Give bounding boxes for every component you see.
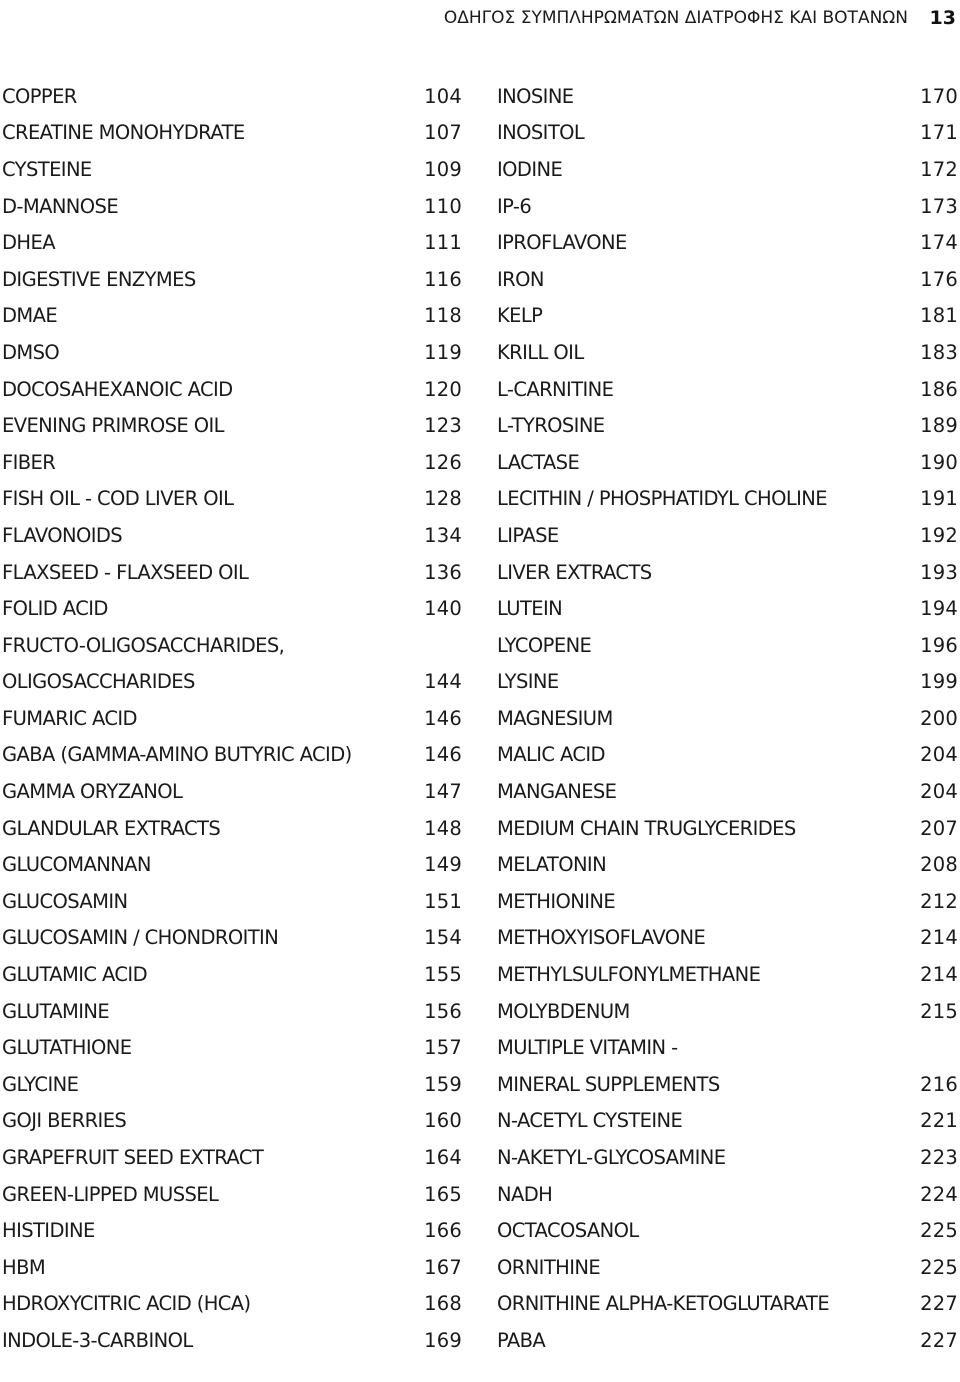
entry-page-number: 149 [424,853,462,877]
entry-name: MANGANESE [497,780,617,804]
entry-page-number: 148 [424,816,462,840]
entry-name: GLUTAMIC ACID [2,963,147,987]
entry-name: KELP [497,304,543,328]
entry-page-number: 196 [920,633,958,657]
index-entry [2,956,462,993]
index-entry [2,700,462,737]
entry-name: IPROFLAVONE [497,231,627,255]
entry-page-number: 225 [920,1219,958,1243]
entry-page-number: 214 [920,926,958,950]
index-entry [2,554,462,591]
entry-page-number: 171 [920,121,958,145]
entry-page-number: 146 [424,743,462,767]
index-entry [497,1286,958,1323]
entry-page-number: 107 [424,121,462,145]
entry-name: GLANDULAR EXTRACTS [2,816,221,840]
index-entry [497,1322,958,1359]
index-entry [2,590,462,627]
index-entry [2,883,462,920]
index-entry [497,590,958,627]
entry-name: FOLID ACID [2,597,108,621]
entry-name: HDROXYCITRIC ACID (HCA) [2,1292,251,1316]
entry-page-number: 119 [424,340,462,364]
index-entry [2,298,462,335]
entry-page-number: 146 [424,706,462,730]
entry-name: PABA [497,1328,546,1352]
entry-name: METHIONINE [497,889,616,913]
page-header [0,8,960,30]
entry-name: METHOXYISOFLAVONE [497,926,706,950]
index-entry [2,78,462,115]
entry-name: DIGESTIVE ENZYMES [2,267,196,291]
index-entry [2,371,462,408]
entry-page-number: 193 [920,560,958,584]
entry-name: COPPER [2,84,77,108]
entry-page-number: 140 [424,597,462,621]
entry-page-number: 176 [920,267,958,291]
entry-name: LECITHIN / PHOSPHATIDYL CHOLINE [497,487,827,511]
index-entry [497,1029,958,1066]
entry-name: CREATINE MONOHYDRATE [2,121,245,145]
index-column-right [497,78,958,1359]
entry-page-number: 227 [920,1328,958,1352]
entry-page-number: 147 [424,780,462,804]
entry-page-number: 221 [920,1109,958,1133]
entry-page-number: 190 [920,450,958,474]
entry-page-number: 204 [920,743,958,767]
index-entry [2,1249,462,1286]
entry-page-number: 183 [920,340,958,364]
entry-name: MEDIUM CHAIN TRUGLYCERIDES [497,816,796,840]
entry-name: CYSTEINE [2,157,92,181]
index-entry [497,700,958,737]
index-entry [497,115,958,152]
index-entry [2,810,462,847]
entry-page-number: 120 [424,377,462,401]
entry-page-number: 169 [424,1328,462,1352]
entry-name: HBM [2,1255,46,1279]
entry-name: MAGNESIUM [497,706,613,730]
index-entry [497,261,958,298]
entry-page-number: 215 [920,999,958,1023]
index-entry [497,407,958,444]
index-entry [2,773,462,810]
entry-page-number: 126 [424,450,462,474]
entry-page-number: 200 [920,706,958,730]
entry-page-number: 191 [920,487,958,511]
entry-name: KRILL OIL [497,340,584,364]
entry-name: FUMARIC ACID [2,706,137,730]
entry-name: GLUTAMINE [2,999,110,1023]
index-entry [497,627,958,664]
index-entry [497,773,958,810]
entry-name: DOCOSAHEXANOIC ACID [2,377,233,401]
index-entry [2,993,462,1030]
entry-page-number: 227 [920,1292,958,1316]
entry-page-number: 104 [424,84,462,108]
entry-name: LIPASE [497,523,559,547]
index-entry [2,115,462,152]
index-entry [2,1286,462,1323]
index-entry [497,1139,958,1176]
entry-page-number: 172 [920,157,958,181]
index-entry [497,334,958,371]
index-entry [2,737,462,774]
entry-name: GRAPEFRUIT SEED EXTRACT [2,1146,264,1170]
entry-page-number: 168 [424,1292,462,1316]
entry-name: ORNITHINE [497,1255,601,1279]
index-entry [2,1103,462,1140]
index-entry [497,883,958,920]
entry-name: INOSITOL [497,121,585,145]
index-entry [497,224,958,261]
entry-page-number: 170 [920,84,958,108]
entry-page-number: 154 [424,926,462,950]
entry-page-number: 144 [424,670,462,694]
entry-name: LACTASE [497,450,580,474]
page-number: 13 [929,7,956,29]
entry-page-number: 165 [424,1182,462,1206]
entry-name: FIBER [2,450,56,474]
entry-name: GLUTATHIONE [2,1036,132,1060]
index-entry [2,1176,462,1213]
entry-name: INDOLE-3-CARBINOL [2,1328,193,1352]
entry-page-number: 157 [424,1036,462,1060]
entry-name: OCTACOSANOL [497,1219,639,1243]
entry-name: LYCOPENE [497,633,592,657]
entry-page-number: 151 [424,889,462,913]
index-entry [497,993,958,1030]
entry-page-number: 204 [920,780,958,804]
entry-name: FISH OIL - COD LIVER OIL [2,487,234,511]
entry-page-number: 186 [920,377,958,401]
entry-page-number: 174 [920,231,958,255]
entry-page-number: 225 [920,1255,958,1279]
index-entry [2,664,462,701]
entry-name: MELATONIN [497,853,607,877]
index-entry [2,261,462,298]
index-entry [2,846,462,883]
entry-page-number: 208 [920,853,958,877]
entry-name: GABA (GAMMA-AMINO BUTYRIC ACID) [2,743,352,767]
index-entry [497,1176,958,1213]
entry-page-number: 155 [424,963,462,987]
entry-name: GAMMA ORYZANOL [2,780,183,804]
entry-page-number: 166 [424,1219,462,1243]
entry-page-number: 214 [920,963,958,987]
entry-name: ORNITHINE ALPHA-KETOGLUTARATE [497,1292,830,1316]
entry-name: MOLYBDENUM [497,999,630,1023]
entry-name: FRUCTO-OLIGOSACCHARIDES, [2,633,285,657]
entry-page-number: 160 [424,1109,462,1133]
index-entry [2,407,462,444]
index-entry [2,1066,462,1103]
index-entry [497,444,958,481]
entry-name: IODINE [497,157,563,181]
entry-page-number: 216 [920,1072,958,1096]
entry-page-number: 128 [424,487,462,511]
entry-name: GREEN-LIPPED MUSSEL [2,1182,219,1206]
index-entry [2,151,462,188]
index-entry [2,517,462,554]
index-entry [497,554,958,591]
entry-name: MULTIPLE VITAMIN - [497,1036,678,1060]
entry-name: DMSO [2,340,60,364]
entry-page-number: 109 [424,157,462,181]
entry-page-number: 116 [424,267,462,291]
index-entry [497,1212,958,1249]
entry-page-number: 110 [424,194,462,218]
index-entry [2,1212,462,1249]
entry-name: IP-6 [497,194,532,218]
entry-page-number: 134 [424,523,462,547]
entry-page-number: 111 [424,231,462,255]
entry-page-number: 164 [424,1146,462,1170]
entry-page-number: 192 [920,523,958,547]
entry-page-number: 207 [920,816,958,840]
index-entry [497,846,958,883]
index-entry [2,920,462,957]
index-entry [497,1103,958,1140]
index-entry [2,627,462,664]
index-entry [497,517,958,554]
entry-name: N-ACETYL CYSTEINE [497,1109,683,1133]
entry-name: GLUCOSAMIN / CHONDROITIN [2,926,279,950]
entry-name: GLUCOMANNAN [2,853,151,877]
entry-name: GLUCOSAMIN [2,889,128,913]
entry-page-number: 223 [920,1146,958,1170]
index-entry [497,371,958,408]
index-entry [497,737,958,774]
index-entry [2,1139,462,1176]
entry-name: NADH [497,1182,553,1206]
entry-name: INOSINE [497,84,574,108]
entry-name: MALIC ACID [497,743,605,767]
entry-name: IRON [497,267,544,291]
entry-name: GLYCINE [2,1072,79,1096]
entry-name: EVENING PRIMROSE OIL [2,414,224,438]
index-entry [2,1322,462,1359]
entry-name: HISTIDINE [2,1219,95,1243]
index-entry [497,1249,958,1286]
index-entry [2,188,462,225]
entry-page-number: 159 [424,1072,462,1096]
index-entry [2,1029,462,1066]
entry-page-number: 118 [424,304,462,328]
entry-page-number: 136 [424,560,462,584]
entry-name: LIVER EXTRACTS [497,560,652,584]
entry-name: OLIGOSACCHARIDES [2,670,195,694]
entry-page-number: 167 [424,1255,462,1279]
index-entry [497,298,958,335]
index-entry [497,188,958,225]
index-entry [497,481,958,518]
entry-name: L-CARNITINE [497,377,614,401]
entry-name: DMAE [2,304,58,328]
entry-page-number: 199 [920,670,958,694]
entry-page-number: 194 [920,597,958,621]
index-entry [497,920,958,957]
entry-page-number: 123 [424,414,462,438]
index-entry [497,151,958,188]
index-entry [497,810,958,847]
entry-name: METHYLSULFONYLMETHANE [497,963,761,987]
entry-name: N-AKETYL-GLYCOSAMINE [497,1146,726,1170]
entry-page-number: 173 [920,194,958,218]
entry-page-number: 156 [424,999,462,1023]
index-entry [2,444,462,481]
entry-name: DHEA [2,231,55,255]
index-entry [2,334,462,371]
entry-name: MINERAL SUPPLEMENTS [497,1072,720,1096]
running-title: ΟΔΗΓΟΣ ΣΥΜΠΛΗΡΩΜΑΤΩΝ ΔΙΑΤΡΟΦΗΣ ΚΑΙ ΒΟΤΑΝΩΝ [443,8,908,28]
index-entry [497,1066,958,1103]
entry-name: LUTEIN [497,597,563,621]
entry-page-number: 212 [920,889,958,913]
index-entry [497,78,958,115]
entry-page-number: 224 [920,1182,958,1206]
index-entry [497,956,958,993]
index-entry [497,664,958,701]
entry-name: GOJI BERRIES [2,1109,127,1133]
index-entry [2,481,462,518]
entry-name: L-TYROSINE [497,414,605,438]
index-column-left [2,78,462,1359]
entry-page-number: 181 [920,304,958,328]
entry-name: FLAXSEED - FLAXSEED OIL [2,560,249,584]
entry-page-number: 189 [920,414,958,438]
entry-name: FLAVONOIDS [2,523,123,547]
index-entry [2,224,462,261]
entry-name: D-MANNOSE [2,194,119,218]
entry-name: LYSINE [497,670,559,694]
